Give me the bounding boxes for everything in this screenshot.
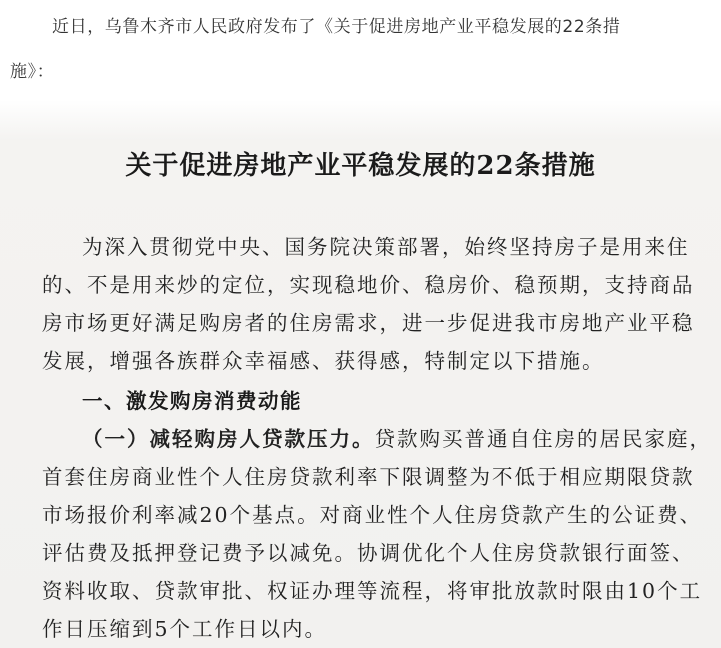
item-1-first-line-rest: 贷款购买普通自住房的居民家庭， [374, 427, 712, 451]
item-1-line-2: 首套住房商业性个人住房贷款利率下限调整为不低于相应期限贷款 [42, 465, 695, 489]
document-title: 关于促进房地产业平稳发展的22条措施 [125, 151, 596, 181]
item-1-line-5: 资料收取、贷款审批、权证办理等流程，将审批放款时限由10个工 [42, 579, 703, 603]
preamble-line-3: 房市场更好满足购房者的住房需求，进一步促进我市房地产业平稳 [42, 311, 695, 335]
section-1-heading: 一、激发购房消费动能 [82, 389, 302, 413]
intro-line-1: 近日，乌鲁木齐市人民政府发布了《关于促进房地产业平稳发展的22条措 [52, 17, 621, 37]
item-1-line-4: 评估费及抵押登记费予以减免。协调优化个人住房贷款银行面签、 [42, 541, 695, 565]
intro-text [0, 0, 721, 100]
document-image [0, 100, 721, 648]
item-1-line-1 [82, 422, 721, 452]
preamble-line-4: 发展，增强各族群众幸福感、获得感，特制定以下措施。 [42, 349, 605, 373]
item-1-line-3: 市场报价利率减20个基点。对商业性个人住房贷款产生的公证费、 [42, 503, 703, 527]
item-1-lead: （一）减轻购房人贷款压力。 [82, 427, 375, 451]
preamble-line-2: 的、不是用来炒的定位，实现稳地价、稳房价、稳预期，支持商品 [42, 273, 695, 297]
intro-line-2: 施》： [10, 62, 55, 82]
item-1-line-6: 作日压缩到5个工作日以内。 [42, 617, 328, 641]
preamble-line-1: 为深入贯彻党中央、国务院决策部署，始终坚持房子是用来住 [82, 235, 690, 259]
